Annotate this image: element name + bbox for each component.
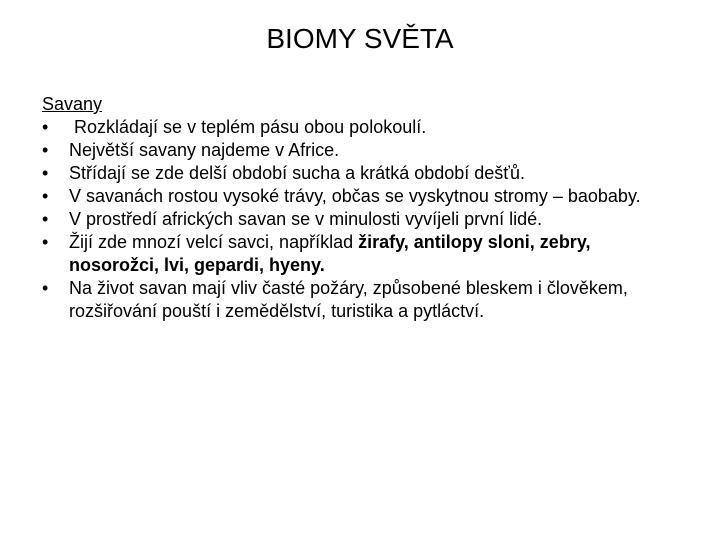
bullet-text: V savanách rostou vysoké trávy, občas se vyskytnou stromy – baobaby. [69, 186, 641, 206]
section-heading-savany: Savany [42, 94, 103, 114]
bullet-item [42, 116, 682, 139]
bullet-text: Největší savany najdeme v Africe. [69, 140, 340, 160]
bullet-icon: • [42, 117, 49, 137]
bullet-list [42, 116, 682, 323]
bullet-icon: • [42, 209, 49, 229]
bullet-item [42, 208, 682, 231]
bullet-icon: • [42, 163, 49, 183]
bullet-text: Na život savan mají vliv časté požáry, způsobené bleskem i člověkem, rozšiřování pouští i zemědělství, turistika a pytláctví. [69, 278, 628, 321]
bullet-text: Žijí zde mnozí velcí savci, například [69, 232, 359, 252]
bullet-text: V prostředí afrických savan se v minulosti vyvíjeli první lidé. [69, 209, 543, 229]
slide-content [42, 93, 682, 323]
bullet-icon: • [42, 278, 49, 298]
slide-title: BIOMY SVĚTA [266, 23, 454, 54]
bullet-item [42, 162, 682, 185]
bullet-icon: • [42, 140, 49, 160]
bullet-icon: • [42, 186, 49, 206]
bullet-item [42, 185, 682, 208]
bullet-item [42, 277, 682, 323]
bullet-text: Střídají se zde delší období sucha a krátká období dešťů. [69, 163, 526, 183]
bullet-item [42, 231, 682, 277]
bullet-text-bold-animals: žirafy, antilopy sloni, zebry, nosorožci, lvi, gepardi, hyeny. [69, 232, 591, 275]
bullet-text: Rozkládají se v teplém pásu obou polokoulí. [69, 117, 427, 137]
bullet-item [42, 139, 682, 162]
bullet-icon: • [42, 232, 49, 252]
